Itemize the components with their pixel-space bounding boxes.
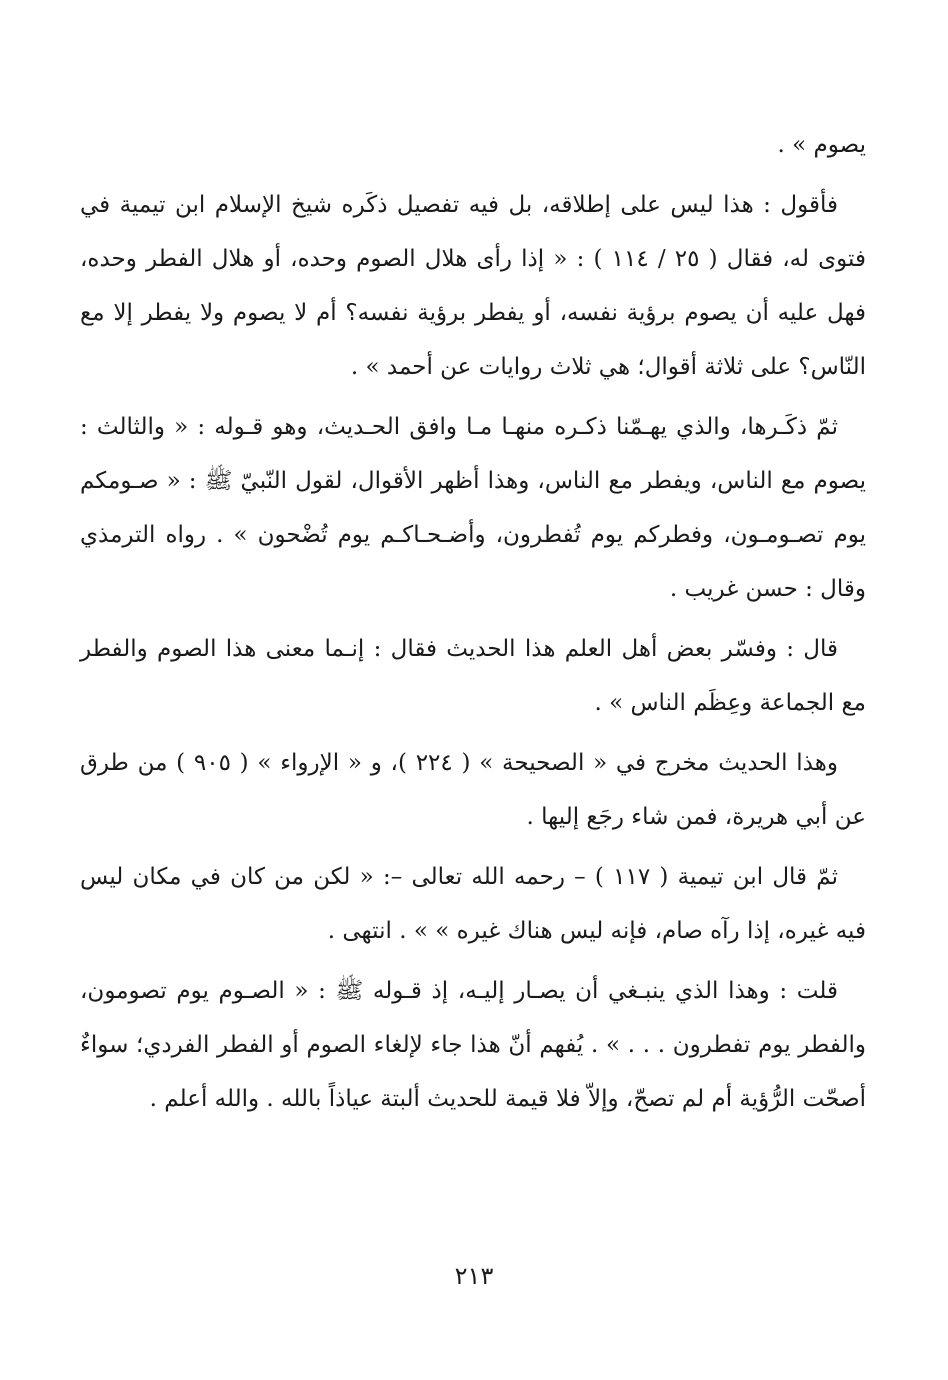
- paragraph-hadith-source: وهذا الحديث مخرج في « الصحيحة » ( ٢٢٤ )، و « الإرواء » ( ٩٠٥ ) من طرق عن أبي هريرة، فمن شاء رجَع إليها .: [80, 750, 866, 830]
- page-body: [80, 118, 866, 1358]
- paragraph-continuation: يصوم » .: [777, 132, 866, 158]
- paragraph-conclusion: قلت : وهذا الذي ينبـغي أن يصـار إليـه، إذ قـوله ﷺ : « الصـوم يوم تصومون، والفطر يوم تفطرون . . . » . يُفهم أنّ هذا جاء لإلغاء الصوم أو الفطر الفردي؛ سواءٌ أصحّت الرُّؤية أم لم تصحّ، وإلاّ فلا قيمة للحديث ألبتة عياذاً بالله . والله أعلم .: [80, 978, 866, 1112]
- paragraph-isolated-place: ثمّ قال ابن تيمية ( ١١٧ ) – رحمه الله تعالى –: « لكن من كان في مكان ليس فيه غيره، إذا رآه صام، فإنه ليس هناك غيره » » . انتهى .: [80, 864, 866, 944]
- paragraph-ibn-taymiyya-fatwa: فأقول : هذا ليس على إطلاقه، بل فيه تفصيل ذكَره شيخ الإسلام ابن تيمية في فتوى له، فقال ( ٢٥ / ١١٤ ) : « إذا رأى هلال الصوم وحده، أو هلال الفطر وحده، فهل عليه أن يصوم برؤية نفسه، أو يفطر برؤية نفسه؟ أم لا يصوم ولا يفطر إلا مع النّاس؟ على ثلاثة أقوال؛ هي ثلاث روايات عن أحمد » .: [80, 192, 866, 380]
- paragraph-explanation: قال : وفسّر بعض أهل العلم هذا الحديث فقال : إنـما معنى هذا الصوم والفطر مع الجماعة وعِظَم الناس » .: [80, 636, 866, 716]
- paragraph-third-opinion: ثمّ ذكَـرها، والذي يهـمّنا ذكـره منهـا مـا وافق الحـديث، وهو قـوله : « والثالث : يصوم مع الناس، ويفطر مع الناس، وهذا أظهر الأقوال، لقول النّبيّ ﷺ : « صـومكم يوم تصـومـون، وفطركم يوم تُفطرون، وأضـحـاكـم يوم تُضْحون » . رواه الترمذي وقال : حسن غريب .: [80, 414, 866, 602]
- page-number: ٢١٣: [454, 1262, 494, 1290]
